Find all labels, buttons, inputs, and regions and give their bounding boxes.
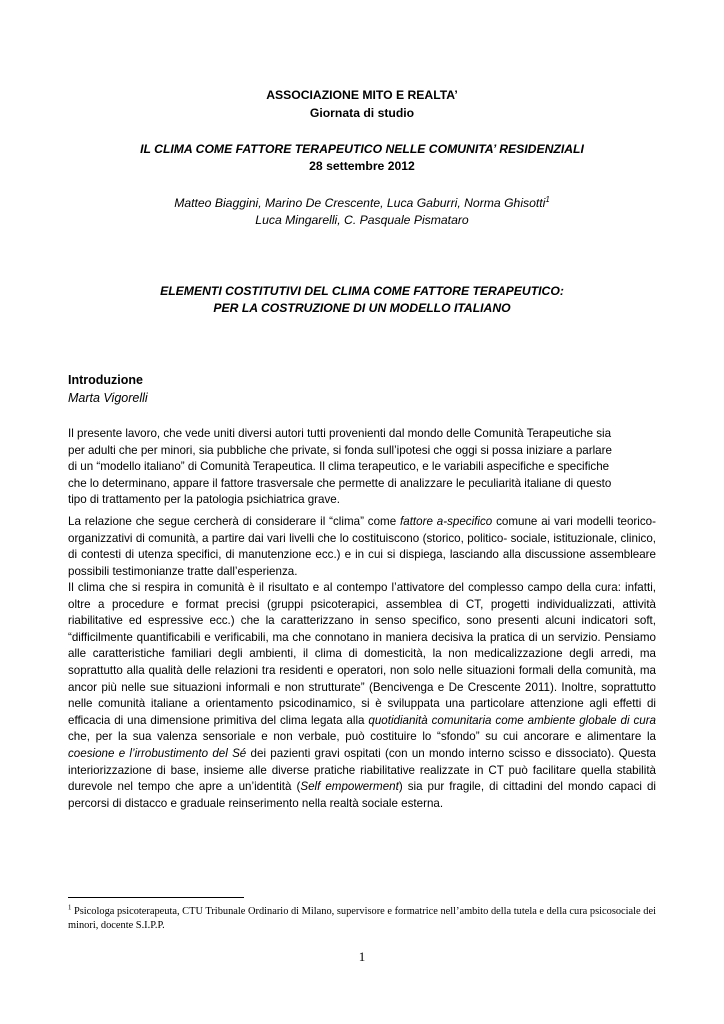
paragraph-line: tipo di trattamento per la patologia psichiatrica grave. [68, 493, 340, 507]
text-run: comune ai vari modelli teorico-organizzativi di comunità, a partire dai vari livelli che lo costituiscono (storico, politico- sociale, istituzionale, clinico, di contesti di utenza specifici, di manutenzione ecc.) e in cui si dispiega, lasciando alla discussione assembleare possibili testimonianze tratte dall’esperienza. [68, 515, 656, 578]
paper-title-line-2: PER LA COSTRUZIONE DI UN MODELLO ITALIANO [213, 301, 511, 315]
conference-date: 28 settembre 2012 [309, 159, 415, 173]
association-name: ASSOCIAZIONE MITO E REALTA’ [266, 88, 458, 102]
section-heading: Introduzione [68, 373, 143, 387]
paragraph-line: Il presente lavoro, che vede uniti diversi autori tutti provenienti dal mondo delle Comunità Terapeutiche sia [68, 427, 612, 440]
text-run: che, per la sua valenza sensoriale e non verbale, può costituire lo “sfondo” su cui ancorare e alimentare la [68, 730, 656, 744]
footnote-separator [68, 897, 244, 898]
conference-title: IL CLIMA COME FATTORE TERAPEUTICO NELLE COMUNITA’ RESIDENZIALI [140, 142, 584, 156]
footnote [68, 905, 656, 933]
page-number: 1 [358, 949, 366, 964]
authors-text: Matteo Biaggini, Marino De Crescente, Luca Gaburri, Norma Ghisotti [174, 196, 546, 210]
emphasis-text: coesione e l’irrobustimento del Sé [68, 746, 247, 760]
paragraph-2 [68, 514, 656, 580]
emphasis-text: Self empowerment [300, 780, 399, 794]
emphasis-text: quotidianità comunitaria come ambiente globale di cura [368, 713, 656, 727]
section-author: Marta Vigorelli [68, 391, 148, 405]
paragraph-line: che lo determinano, appare il fattore trasversale che permette di analizzare le peculiarità italiane di questo [68, 476, 612, 490]
authors-line-2: Luca Mingarelli, C. Pasquale Pismataro [255, 213, 469, 227]
text-run: ) sia pur fragile, di cittadini del mondo capaci di percorsi di distacco e graduale reinserimento nella realtà sociale esterna. [68, 780, 656, 810]
footnote-ref[interactable]: 1 [545, 194, 550, 204]
event-type: Giornata di studio [309, 106, 415, 120]
text-run: Il clima che si respira in comunità è il risultato e al contempo l’attivatore del complesso campo della cura: infatti, oltre a procedure e format precisi (gruppi psicoterapici, assemblea di CT, progetti individualizzati, attività riabilitative ed espressive ecc.) che la caratterizzano in senso specifico, sono presenti alcuni indicatori soft, “difficilmente quantificabili e verificabili, ma che connotano in maniera decisiva la pratica di un servizio. Pensiamo alle caratteristiche familiari degli ambienti, il clima di domesticità, la non medicalizzazione degli arredi, ma soprattutto alla qualità delle relazioni tra residenti e operatori, non solo nelle situazioni formali della comunità, ma ancor più nelle sue situazioni informali e non strutturate” (Bencivenga e De Crescente 2011). Inoltre, soprattutto nelle comunità italiane a orientamento psicodinamico, si è sviluppata una particolare attenzione agli effetti di efficacia di una dimensione primitiva del clima legata alla [68, 581, 656, 727]
text-run: La relazione che segue cercherà di considerare il “clima” come [68, 515, 401, 528]
footnote-marker: 1 [68, 904, 72, 912]
emphasis-text: fattore a-specifico [400, 515, 493, 528]
paper-title-line-1: ELEMENTI COSTITUTIVI DEL CLIMA COME FATTORE TERAPEUTICO: [160, 284, 564, 298]
authors-line-1 [68, 196, 656, 211]
paragraph-1 [68, 426, 656, 509]
paragraph-line: per adulti che per minori, sia pubbliche che private, si fonda sull’ipotesi che oggi si possa iniziare a parlare [68, 443, 612, 457]
footnote-text: Psicologa psicoterapeuta, CTU Tribunale Ordinario di Milano, supervisore e formatrice nell’ambito della tutela e della cura psicosociale dei minori, docente S.I.P.P. [68, 906, 656, 931]
text-run: dei pazienti gravi ospitati (con un mondo interno scisso e dissociato). Questa interiorizzazione di base, insieme alle diverse pratiche riabilitative realizzate in CT può facilitare quella stabilità durevole nel tempo che apre a un’identità ( [68, 746, 656, 794]
paragraph-line: di un “modello italiano” di Comunità Terapeutica. Il clima terapeutico, e le variabili aspecifiche e specifiche [68, 460, 610, 474]
paragraph-3 [68, 580, 656, 812]
